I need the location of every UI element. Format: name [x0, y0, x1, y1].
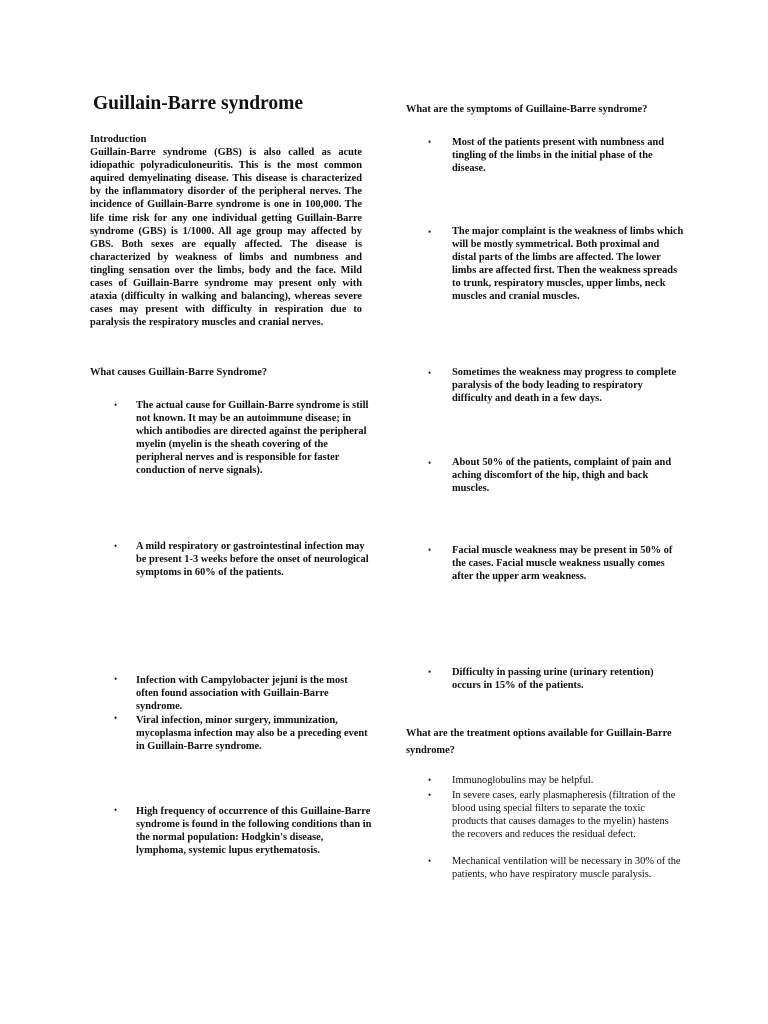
document-title: Guillain-Barre syndrome	[93, 93, 303, 114]
cause-item: High frequency of occurrence of this Guillaine-Barre syndrome is found in the following conditions than in the normal population: Hodgkin's disease, lymphoma, systemic lupus erythematosis.	[136, 806, 372, 857]
symptom-item: Most of the patients present with numbness and tingling of the limbs in the initial phase of the disease.	[452, 137, 664, 175]
bullet-glyph: •	[114, 400, 118, 410]
cause-item: The actual cause for Guillain-Barre syndrome is still not known. It may be an autoimmune disease; in which antibodies are directed against the peripheral myelin (myelin is the sheath covering of the peripheral nerves and is responsible for faster conduction of nerve signals).	[136, 400, 369, 477]
bullet-glyph: •	[428, 458, 432, 468]
symptom-item: Sometimes the weakness may progress to complete paralysis of the body leading to respiratory difficulty and death in a few days.	[452, 367, 677, 405]
bullet-glyph: •	[114, 805, 118, 815]
bullet-glyph: •	[428, 667, 432, 677]
bullet-glyph: •	[114, 674, 118, 684]
symptom-item: The major complaint is the weakness of limbs which will be mostly symmetrical. Both proximal and distal parts of the limbs are affected. The lower limbs are affected first. Then the weakness spreads to trunk, respiratory muscles, upper limbs, neck muscles and cranial muscles.	[452, 226, 684, 303]
introduction-text: Guillain-Barre syndrome (GBS) is also called as acute idiopathic polyradiculoneuritis. This is the most common aquired demyelinating disease. This disease is characterized by the inflammatory disorder of the peripheral nerves. The incidence of Guillain-Barre syndrome is one in 100,000. The life time risk for any one individual getting Guillain-Barre syndrome (GBS) is 1/1000. All age group may affected by GBS. Both sexes are equally affected. The disease is characterized by weakness of limbs and numbness and tingling sensation over the limbs, body and the face. Mild cases of Guillain-Barre syndrome may present only with ataxia (difficulty in walking and balancing), whereas severe cases may present with difficulty in respiration due to paralysis the respiratory muscles and cranial nerves.	[90, 147, 362, 329]
bullet-glyph: •	[114, 713, 118, 723]
cause-item: Viral infection, minor surgery, immunization, mycoplasma infection may also be a preceding event in Guillain-Barre syndrome.	[136, 715, 368, 753]
treatment-item: Immunoglobulins may be helpful.	[452, 775, 594, 786]
bullet-glyph: •	[428, 775, 432, 785]
bullet-glyph: •	[428, 545, 432, 555]
bullet-glyph: •	[428, 227, 432, 237]
bullet-glyph: •	[428, 137, 432, 147]
causes-heading: What causes Guillain-Barre Syndrome?	[90, 367, 268, 378]
treatment-item: Mechanical ventilation will be necessary in 30% of the patients, who have respiratory muscle paralysis.	[452, 856, 681, 881]
symptom-item: Difficulty in passing urine (urinary retention) occurs in 15% of the patients.	[452, 667, 654, 692]
bullet-glyph: •	[428, 790, 432, 800]
cause-item: Infection with Campylobacter jejuni is the most often found association with Guillain-Barre syndrome.	[136, 675, 348, 713]
treatment-heading: What are the treatment options available for Guillain-Barre syndrome?	[406, 728, 672, 756]
introduction-section	[90, 133, 362, 329]
bullet-glyph: •	[114, 541, 118, 551]
symptom-item: About 50% of the patients, complaint of pain and aching discomfort of the hip, thigh and back muscles.	[452, 457, 672, 495]
bullet-glyph: •	[428, 368, 432, 378]
symptom-item: Facial muscle weakness may be present in 50% of the cases. Facial muscle weakness usually comes after the upper arm weakness.	[452, 545, 673, 583]
symptoms-heading: What are the symptoms of Guillaine-Barre syndrome?	[406, 104, 648, 115]
treatment-item: In severe cases, early plasmapheresis (filtration of the blood using special filters to separate the toxic products that causes damages to the myelin) hastens the recovers and reduces the residual defect.	[452, 790, 676, 841]
introduction-heading: Introduction	[90, 134, 147, 145]
bullet-glyph: •	[428, 856, 432, 866]
cause-item: A mild respiratory or gastrointestinal infection may be present 1-3 weeks before the onset of neurological symptoms in 60% of the patients.	[136, 541, 369, 579]
